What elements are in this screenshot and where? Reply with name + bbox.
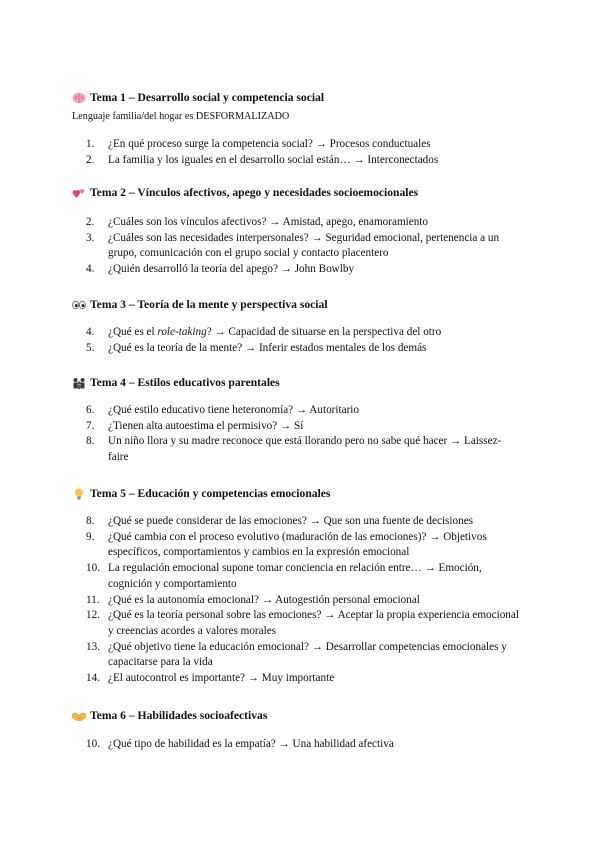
hearts-icon — [72, 187, 86, 199]
question-list-tema-3 — [0, 325, 520, 356]
item-number: 9. — [86, 530, 95, 543]
item-text: ¿Qué estilo educativo tiene heteronomía? → Autoritario — [108, 404, 360, 416]
section-heading-tema-1 — [72, 90, 324, 106]
section-title: Tema 6 – Habilidades socioafectivas — [90, 709, 268, 722]
item-number: 3. — [86, 231, 95, 244]
item-text: ¿En qué proceso surge la competencia social? → Procesos conductuales — [108, 138, 431, 150]
section-heading-tema-5 — [72, 486, 330, 502]
item-text: ¿Qué es la teoría personal sobre las emociones? → Aceptar la propia experiencia emocional y creencias acordes a valores morales — [108, 609, 519, 637]
list-item — [0, 530, 520, 561]
list-item — [0, 419, 520, 435]
item-text-part: ¿Qué es el — [108, 326, 158, 338]
item-text-part: ? → Capacidad de situarse en la perspectiva del otro — [206, 326, 442, 338]
item-text: ¿Qué cambia con el proceso evolutivo (maduración de las emociones)? → Objetivos específicos, comportamientos y cambios en la expresión emocional — [108, 530, 487, 559]
item-number: 1. — [86, 138, 95, 150]
item-text: ¿Qué es la autonomía emocional? → Autogestión personal emocional — [108, 593, 420, 606]
list-item — [0, 341, 520, 357]
item-number: 6. — [86, 404, 95, 416]
item-text: ¿Cuáles son los vínculos afectivos? → Amistad, apego, enamoramiento — [108, 216, 429, 228]
item-text: ¿Quién desarrolló la teoría del apego? → John Bowlby — [108, 263, 355, 276]
item-number: 10. — [86, 738, 100, 750]
section-heading-tema-4 — [72, 375, 280, 391]
subtitle-note: Lenguaje familia/del hogar es DESFORMALIZADO — [72, 111, 290, 122]
section-title: Tema 4 – Estilos educativos parentales — [90, 376, 280, 389]
item-number: 7. — [86, 419, 95, 432]
item-text-italic: role-taking — [157, 326, 207, 338]
item-text: ¿Tienen alta autoestima el permisivo? → Sí — [108, 419, 304, 432]
list-item — [0, 137, 520, 153]
item-number: 10. — [86, 562, 100, 575]
list-item — [0, 514, 520, 530]
item-text: La familia y los iguales en el desarrollo social están… → Interconectados — [108, 153, 439, 166]
item-text: ¿Qué objetivo tiene la educación emocional? → Desarrollar competencias emocionales y capacitarse para la vida — [108, 640, 507, 669]
list-item — [0, 671, 520, 687]
section-title: Tema 5 – Educación y competencias emocionales — [90, 487, 331, 500]
item-text: ¿Qué es la teoría de la mente? → Inferir estados mentales de los demás — [108, 341, 427, 354]
item-text: La regulación emocional supone tomar conciencia en relación entre… → Emoción, cognición y comportamiento — [108, 562, 482, 590]
question-list-tema-6 — [0, 737, 520, 753]
item-number: 2. — [86, 153, 95, 166]
list-item — [0, 231, 520, 262]
section-title: Tema 2 – Vínculos afectivos, apego y necesidades socioemocionales — [90, 186, 419, 199]
section-heading-tema-6 — [72, 708, 267, 724]
item-text: ¿Qué tipo de habilidad es la empatía? → Una habilidad afectiva — [108, 738, 394, 750]
item-number: 4. — [86, 326, 95, 338]
item-number: 12. — [86, 609, 100, 622]
section-heading-tema-2 — [72, 185, 418, 201]
item-text: ¿Cuáles son las necesidades interpersonales? → Seguridad emocional, pertenencia a un grupo, comunicación con el grupo social y contacto placentero — [108, 231, 500, 260]
question-list-tema-5 — [0, 514, 520, 687]
item-number: 13. — [86, 640, 100, 653]
question-list-tema-4 — [0, 403, 520, 466]
list-item — [0, 561, 520, 592]
item-number: 5. — [86, 341, 95, 354]
item-text: ¿El autocontrol es importante? → Muy importante — [108, 672, 335, 685]
lightbulb-icon — [72, 488, 86, 500]
item-number: 8. — [86, 515, 95, 527]
list-item — [0, 737, 520, 753]
list-item — [0, 608, 520, 639]
list-item — [0, 593, 520, 609]
item-text: Un niño llora y su madre reconoce que está llorando pero no sabe qué hacer → Laissez-faire — [108, 435, 502, 464]
list-item — [0, 434, 520, 465]
list-item — [0, 403, 520, 419]
brain-icon — [72, 92, 86, 104]
item-text: ¿Qué se puede considerar de las emociones? → Que son una fuente de decisiones — [108, 515, 474, 527]
item-number: 4. — [86, 263, 95, 276]
item-number: 14. — [86, 672, 100, 685]
question-list-tema-2 — [0, 215, 520, 278]
item-number: 8. — [86, 435, 95, 448]
question-list-tema-1 — [0, 137, 520, 168]
eyes-icon — [72, 299, 86, 311]
item-number: 2. — [86, 216, 95, 228]
list-item — [0, 262, 520, 278]
family-icon — [72, 377, 86, 389]
list-item — [0, 215, 520, 231]
handshake-icon — [72, 710, 86, 722]
list-item — [0, 640, 520, 671]
section-title: Tema 1 – Desarrollo social y competencia social — [90, 91, 325, 104]
item-text — [108, 326, 441, 338]
item-number: 11. — [86, 593, 100, 606]
list-item — [0, 325, 520, 341]
list-item — [0, 153, 520, 169]
section-title: Tema 3 – Teoría de la mente y perspectiva social — [90, 298, 328, 311]
section-heading-tema-3 — [72, 297, 328, 313]
